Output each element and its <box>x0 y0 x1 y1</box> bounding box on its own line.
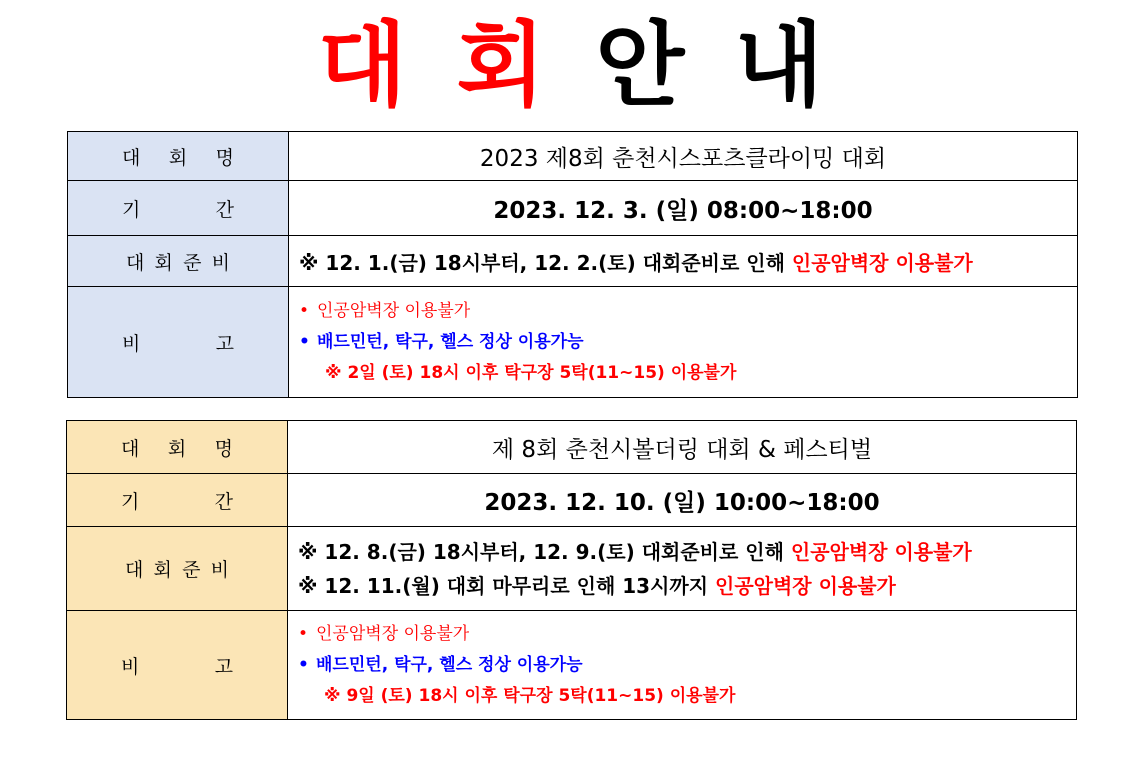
note-item: ※ 9일 (토) 18시 이후 탁구장 5탁(11~15) 이용불가 <box>324 685 736 706</box>
prep-line: ※ 12. 1.(금) 18시부터, 12. 2.(토) 대회준비로 인해 인공암벽장 이용불가 <box>299 250 973 275</box>
event-table-1 <box>67 131 1078 398</box>
label-note: 비 고 <box>67 611 288 720</box>
row-period <box>68 181 1078 236</box>
row-event-name <box>68 132 1078 181</box>
prep-notice <box>289 236 1078 287</box>
note-item: • 배드민턴, 탁구, 헬스 정상 이용가능 <box>298 654 583 675</box>
row-note <box>67 611 1077 720</box>
label-prep: 대 회 준 비 <box>68 236 289 287</box>
unavailable-highlight: 인공암벽장 이용불가 <box>791 250 973 275</box>
label-period: 기 간 <box>67 474 288 527</box>
row-prep <box>68 236 1078 287</box>
title-part: 회 <box>456 12 546 119</box>
title-part: 내 <box>734 12 824 119</box>
prep-line: ※ 12. 8.(금) 18시부터, 12. 9.(토) 대회준비로 인해 인공암벽장 이용불가 <box>298 539 972 564</box>
title-part: 안 <box>595 12 685 119</box>
prep-line: ※ 12. 11.(월) 대회 마무리로 인해 13시까지 인공암벽장 이용불가 <box>298 573 896 598</box>
row-note <box>68 287 1078 398</box>
prep-notice <box>288 527 1077 611</box>
title-part: 대 <box>317 12 407 119</box>
label-note: 비 고 <box>68 287 289 398</box>
page-title <box>0 10 1141 122</box>
note-item: ※ 2일 (토) 18시 이후 탁구장 5탁(11~15) 이용불가 <box>325 362 737 383</box>
note-item: • 배드민턴, 탁구, 헬스 정상 이용가능 <box>299 331 584 352</box>
note-item: • 인공암벽장 이용불가 <box>298 623 470 644</box>
notes <box>288 611 1077 720</box>
note-item: • 인공암벽장 이용불가 <box>299 300 471 321</box>
row-prep <box>67 527 1077 611</box>
label-event-name: 대 회 명 <box>68 132 289 181</box>
row-period <box>67 474 1077 527</box>
label-prep: 대 회 준 비 <box>67 527 288 611</box>
event-name: 2023 제8회 춘천시스포츠클라이밍 대회 <box>289 132 1078 181</box>
unavailable-highlight: 인공암벽장 이용불가 <box>790 539 972 564</box>
label-period: 기 간 <box>68 181 289 236</box>
row-event-name <box>67 421 1077 474</box>
unavailable-highlight: 인공암벽장 이용불가 <box>715 573 896 598</box>
notes <box>289 287 1078 398</box>
event-name: 제 8회 춘천시볼더링 대회 & 페스티벌 <box>288 421 1077 474</box>
event-period: 2023. 12. 3. (일) 08:00~18:00 <box>289 181 1078 236</box>
event-period: 2023. 12. 10. (일) 10:00~18:00 <box>288 474 1077 527</box>
event-table-2 <box>66 420 1077 720</box>
label-event-name: 대 회 명 <box>67 421 288 474</box>
